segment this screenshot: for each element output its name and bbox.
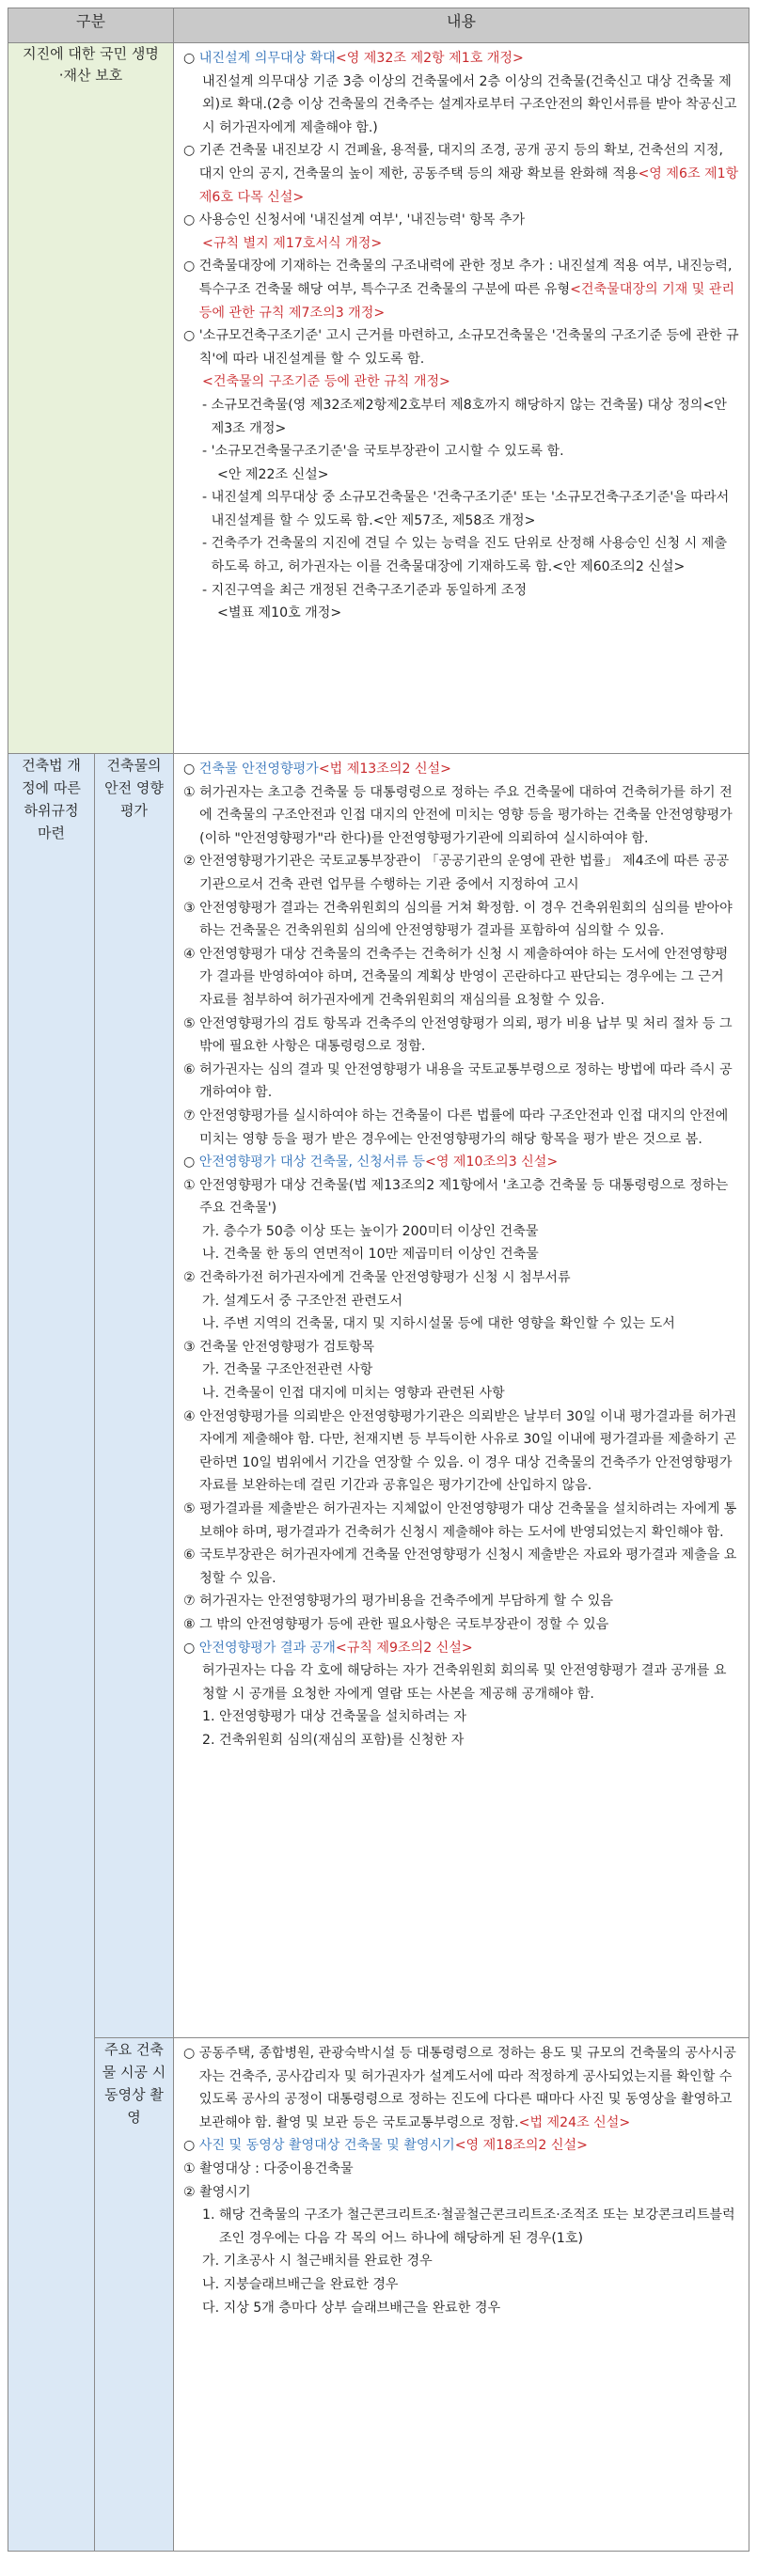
item-text: 그 밖의 안전영향평가 등에 관한 필요사항은 국토부장관이 정할 수 있음 xyxy=(199,1616,609,1632)
content-line xyxy=(183,758,739,781)
list-marker: ⑦ xyxy=(183,1594,200,1610)
list-marker: ⑤ xyxy=(183,1015,200,1031)
list-marker: 가. xyxy=(202,1293,224,1309)
list-marker: - xyxy=(202,397,212,413)
list-marker: ○ xyxy=(183,51,199,66)
content-line xyxy=(183,2204,739,2250)
item-text: 층수가 50층 이상 또는 높이가 200미터 이상인 건축물 xyxy=(223,1223,539,1239)
item-text: 안전영향평가를 의뢰받은 안전영향평가기관은 의뢰받은 날부터 30일 이내 평가결과를 허가권자에게 제출해야 함. 다만, 천재지변 등 부득이한 사유로 30일 이내에 평가결과를 제출하기 곤란하면 10일 범위에서 기간을 연장할 수 있음. 이 경우 대상 건축물의 건축주가 안전영향평가 자료를 보완하는데 걸린 기간과 공휴일은 평가기간에 산입하지 않음. xyxy=(199,1408,737,1494)
list-marker: 가. xyxy=(202,1223,224,1239)
legal-reference: <영 제6조 제1항 제6호 다목 신설> xyxy=(198,165,739,205)
list-marker: ② xyxy=(183,854,200,870)
line-text xyxy=(219,1729,739,1752)
content-line xyxy=(183,850,739,896)
line-text xyxy=(199,2042,739,2134)
item-text: 내진설계 의무대상 중 소규모건축물은 '건축구조기준' 또는 '소규모건축구조기준'을 따라서 내진설계를 할 수 있도록 함.<안 제57조, 제58조 개정> xyxy=(211,490,730,528)
line-text xyxy=(224,2250,739,2273)
list-marker: ○ xyxy=(183,2046,199,2061)
content-line xyxy=(183,532,739,578)
item-text: 소규모건축물(영 제32조제2항제2호부터 제8호까지 해당하지 않는 건축물) 대상 정의<안 제3조 개정> xyxy=(211,397,727,436)
item-text: 평가결과를 제출받은 허가권자는 지체없이 안전영향평가 대상 건축물을 설치하려는 자에게 통보해야 하며, 평가결과가 건축허가 신청시 제출해야 하는 도서에 반영되었는지 확인해야 함. xyxy=(199,1501,737,1540)
item-text: 국토부장관은 허가권자에게 건축물 안전영향평가 신청시 제출받은 자료와 평가결과 제출을 요청할 수 있음. xyxy=(199,1547,737,1586)
list-marker: - xyxy=(202,490,212,506)
item-text: 해당 건축물의 구조가 철근콘크리트조·철골철근콘크리트조·조적조 또는 보강콘크리트블럭조인 경우에는 다음 각 목의 어느 하나에 해당하게 된 경우(1호) xyxy=(218,2207,735,2246)
content-line xyxy=(183,1544,739,1590)
item-text: 허가권자는 초고층 건축물 등 대통령령으로 정하는 주요 건축물에 대하여 건축허가를 하기 전에 건축물의 구조안전과 인접 대지의 안전에 미치는 영향 등을 평가하는 건축물 안전영향평가(이하 "안전영향평가"라 한다)를 안전영향평가기관에 의뢰하여 실시하여야 함. xyxy=(199,784,733,846)
legal-reference: <규칙 별지 제17호서식 개정> xyxy=(202,235,383,251)
line-text xyxy=(199,2158,739,2181)
item-text: 지붕슬래브배근을 완료한 경우 xyxy=(223,2276,399,2292)
list-marker: ○ xyxy=(183,259,199,275)
header-row xyxy=(8,8,749,43)
content-line xyxy=(183,324,739,370)
content-line xyxy=(183,1406,739,1498)
content-line xyxy=(183,1590,739,1613)
list-marker: ④ xyxy=(183,946,200,962)
legal-reference: <영 제10조의3 신설> xyxy=(425,1154,559,1170)
item-text: 건축물 구조안전관련 사항 xyxy=(223,1362,373,1378)
item-text: 주변 지역의 건축물, 대지 및 지하시설물 등에 대한 영향을 확인할 수 있는 도서 xyxy=(223,1316,675,1332)
line-text xyxy=(199,897,739,943)
line-text xyxy=(199,324,739,370)
item-heading: 사진 및 동영상 촬영대상 건축물 및 촬영시기 xyxy=(198,2138,455,2154)
list-marker: ⑤ xyxy=(183,1501,200,1516)
document-table xyxy=(8,8,749,2552)
item-text: 안전영향평가 대상 건축물(법 제13조의2 제1항에서 '초고층 건축물 등 대통령령으로 정하는 주요 건축물') xyxy=(199,1177,729,1217)
list-marker: ② xyxy=(183,1270,200,1286)
item-text: 건축주가 건축물의 지진에 견딜 수 있는 능력을 진도 단위로 산정해 사용승인 신청 시 제출하도록 하고, 허가권자는 이를 건축물대장에 기재하도록 함.<안 제60조의2 신설> xyxy=(211,536,727,575)
line-text xyxy=(219,1705,739,1729)
content-line xyxy=(183,1613,739,1637)
line-text xyxy=(199,1637,739,1660)
content-line xyxy=(183,1659,739,1705)
content-line xyxy=(183,255,739,324)
content-line xyxy=(183,1729,739,1752)
list-marker: 1. xyxy=(202,2207,219,2223)
content-line xyxy=(183,1359,739,1382)
line-text xyxy=(224,1312,739,1336)
line-text xyxy=(199,1336,739,1359)
content-line xyxy=(183,440,739,463)
section-safety-eval-row xyxy=(8,754,749,2038)
content-line xyxy=(183,486,739,532)
content-line xyxy=(183,1220,739,1244)
list-marker: ○ xyxy=(183,143,199,159)
content-line xyxy=(183,209,739,232)
content-line xyxy=(183,139,739,209)
list-marker: ○ xyxy=(183,1154,199,1170)
content-line xyxy=(183,1105,739,1151)
line-text xyxy=(199,47,739,71)
line-text xyxy=(212,532,739,578)
item-text: 사용승인 신청서에 '내진설계 여부', '내진능력' 항목 추가 xyxy=(198,212,526,228)
item-text: 건축위원회 심의(재심의 포함)를 신청한 자 xyxy=(218,1732,465,1748)
content-line xyxy=(183,1705,739,1729)
item-heading: 안전영향평가 결과 공개 xyxy=(198,1640,336,1656)
item-text: 촬영시기 xyxy=(199,2184,251,2200)
list-marker: - xyxy=(202,444,212,460)
list-marker: 1. xyxy=(202,1709,219,1725)
list-marker: ② xyxy=(183,2184,200,2200)
legal-reference: <법 제24조 신설> xyxy=(518,2114,631,2130)
item-text: '소규모건축구조기준' 고시 근거를 마련하고, 소규모건축물은 '건축물의 구조기준 등에 관한 규칙'에 따라 내진설계를 할 수 있도록 함. xyxy=(198,328,739,367)
content-line xyxy=(183,1243,739,1266)
item-text: 기초공사 시 철근배치를 완료한 경우 xyxy=(223,2254,433,2270)
line-text xyxy=(199,1266,739,1290)
content-line xyxy=(183,2273,739,2297)
content-line xyxy=(183,1312,739,1336)
list-marker: ⑥ xyxy=(183,1061,200,1077)
list-marker: 가. xyxy=(202,2254,224,2270)
line-text xyxy=(199,1059,739,1105)
item-text: 건축물대장에 기재하는 건축물의 구조내력에 관한 정보 추가 : 내진설계 적용 여부, 내진능력, 특수구조 건축물 해당 여부, 특수구조 건축물의 구분에 따른 유형 xyxy=(198,259,733,297)
item-text: 안전영향평가기관은 국토교통부장관이 「공공기관의 운영에 관한 법률」 제4조에 따른 공공기관으로서 건축 관련 업무를 수행하는 기관 중에서 지정하여 고시 xyxy=(199,854,730,892)
content-line xyxy=(183,1174,739,1220)
line-text xyxy=(217,463,739,487)
list-marker: 가. xyxy=(202,1362,224,1378)
content-line xyxy=(183,2158,739,2181)
list-marker: ③ xyxy=(183,1339,200,1355)
line-text xyxy=(212,440,739,463)
line-text xyxy=(224,2297,739,2320)
legal-reference: <영 제32조 제2항 제1호 개정> xyxy=(335,51,524,66)
line-text xyxy=(224,2273,739,2297)
content-line xyxy=(183,2297,739,2320)
content-line xyxy=(183,463,739,487)
line-text xyxy=(199,255,739,324)
list-marker: 나. xyxy=(202,1316,224,1332)
item-text: 안전영향평가 결과는 건축위원회의 심의를 거쳐 확정함. 이 경우 건축위원회의 심의를 받아야 하는 건축물은 건축위원회 심의에 안전영향평가 결과를 포함하여 심의할 수 있음. xyxy=(199,900,733,939)
content-line xyxy=(183,897,739,943)
line-text xyxy=(199,2134,739,2158)
item-text: 건축하가전 허가권자에게 건축물 안전영향평가 신청 시 첨부서류 xyxy=(199,1270,571,1286)
content-line xyxy=(183,370,739,394)
section-earthquake-category: 지진에 대한 국민 생명·재산 보호 xyxy=(8,43,174,754)
list-marker: ① xyxy=(183,1177,200,1193)
section-safety-eval-content xyxy=(174,754,749,2038)
line-text xyxy=(199,1590,739,1613)
section-earthquake-content xyxy=(174,43,749,754)
item-text: 안전영향평가 대상 건축물을 설치하려는 자 xyxy=(218,1709,466,1725)
content-line xyxy=(183,394,739,440)
line-text xyxy=(199,758,739,781)
line-text xyxy=(212,486,739,532)
header-category: 구분 xyxy=(8,8,174,43)
content-line xyxy=(183,2181,739,2205)
content-line xyxy=(183,1382,739,1406)
content-line xyxy=(183,1059,739,1105)
content-line xyxy=(183,1290,739,1313)
list-marker: ⑦ xyxy=(183,1107,200,1123)
list-marker: ○ xyxy=(183,762,199,777)
content-line xyxy=(183,71,739,140)
list-marker: - xyxy=(202,582,212,598)
content-line xyxy=(183,2134,739,2158)
list-marker: ○ xyxy=(183,212,199,228)
list-marker: 나. xyxy=(202,1247,224,1263)
item-text: 건축물이 인접 대지에 미치는 영향과 관련된 사항 xyxy=(223,1386,505,1402)
content-line xyxy=(183,2042,739,2134)
line-text xyxy=(199,850,739,896)
line-text xyxy=(202,1659,739,1705)
line-text xyxy=(199,1406,739,1498)
line-text xyxy=(199,943,739,1013)
line-text xyxy=(224,1220,739,1244)
item-text: 건축물 한 동의 연면적이 10만 제곱미터 이상인 건축물 xyxy=(223,1247,539,1263)
item-text: 허가권자는 심의 결과 및 안전영향평가 내용을 국토교통부령으로 정하는 방법에 따라 즉시 공개하여야 함. xyxy=(199,1061,733,1101)
content-line xyxy=(183,1336,739,1359)
list-marker: 2. xyxy=(202,1732,219,1748)
item-text: 안전영향평가를 실시하여야 하는 건축물이 다른 법률에 따라 구조안전과 인접 대지의 안전에 미치는 영향 등을 평가 받은 경우에는 안전영향평가의 해당 항목을 평가 받은 것으로 봄. xyxy=(199,1107,729,1147)
legal-reference: <규칙 제9조의2 신설> xyxy=(335,1640,473,1656)
item-text: 허가권자는 안전영향평가의 평가비용을 건축주에게 부담하게 할 수 있음 xyxy=(199,1594,613,1610)
content-line xyxy=(183,943,739,1013)
item-heading: 내진설계 의무대상 확대 xyxy=(198,51,336,66)
legal-reference: <법 제13조의2 신설> xyxy=(318,762,451,777)
item-text: <별표 제10호 개정> xyxy=(217,605,342,621)
item-text: 촬영대상 : 다중이용건축물 xyxy=(199,2160,354,2176)
content-line xyxy=(183,1637,739,1660)
line-text xyxy=(202,71,739,140)
list-marker: ○ xyxy=(183,1640,199,1656)
line-text xyxy=(199,1498,739,1544)
section-video-category: 주요 건축물 시공 시 동영상 촬영 xyxy=(95,2038,174,2552)
content-line xyxy=(183,579,739,603)
line-text xyxy=(199,1013,739,1059)
section-video-content xyxy=(174,2038,749,2552)
list-marker: 나. xyxy=(202,1386,224,1402)
list-marker: 다. xyxy=(202,2300,224,2316)
item-text: 허가권자는 다음 각 호에 해당하는 자가 건축위원회 회의록 및 안전영향평가 결과 공개를 요청할 시 공개를 요청한 자에게 열람 또는 사본을 제공해 공개해야 함. xyxy=(202,1663,727,1702)
content-line xyxy=(183,1266,739,1290)
item-text: 건축물 안전영향평가 검토항목 xyxy=(199,1339,375,1355)
line-text xyxy=(199,139,739,209)
list-marker: - xyxy=(202,536,212,552)
list-marker: ③ xyxy=(183,900,200,916)
item-text: 지상 5개 층마다 상부 슬래브배근을 완료한 경우 xyxy=(223,2300,501,2316)
list-marker: ⑥ xyxy=(183,1547,200,1563)
item-heading: 안전영향평가 대상 건축물, 신청서류 등 xyxy=(198,1154,426,1170)
item-text: 내진설계 의무대상 기준 3층 이상의 건축물에서 2층 이상의 건축물(건축신고 대상 건축물 제외)로 확대.(2층 이상 건축물의 건축주는 설계자로부터 구조안전의 확인서류를 받아 착공신고 시 허가권자에게 제출해야 함.) xyxy=(202,73,737,135)
content-line xyxy=(183,781,739,851)
item-text: 공동주택, 종합병원, 관광숙박시설 등 대통령령으로 정하는 용도 및 규모의 건축물의 공사시공자는 건축주, 공사감리자 및 허가권자가 설계도서에 따라 적정하게 공사되었는지를 확인할 수 있도록 공사의 공정이 대통령령으로 정하는 진도에 다다른 때마다 사진 및 동영상을 촬영하고 보관해야 함. 촬영 및 보관 등은 국토교통부령으로 정함. xyxy=(198,2046,736,2130)
line-text xyxy=(224,1290,739,1313)
list-marker: ① xyxy=(183,2160,200,2176)
content-line xyxy=(183,47,739,71)
line-text xyxy=(224,1382,739,1406)
item-text: 지진구역을 최근 개정된 건축구조기준과 동일하게 조정 xyxy=(211,582,528,598)
list-marker: ① xyxy=(183,784,200,800)
line-text xyxy=(217,602,739,625)
item-text: '소규모건축물구조기준'을 국토부장관이 고시할 수 있도록 함. xyxy=(211,444,564,460)
line-text xyxy=(199,209,739,232)
list-marker: ⑧ xyxy=(183,1616,200,1632)
item-text: 안전영향평가 대상 건축물의 건축주는 건축허가 신청 시 제출하여야 하는 도서에 안전영향평가 결과를 반영하여야 하며, 건축물의 계획상 반영이 곤란하다고 판단되는 경우에는 그 근거 자료를 첨부하여 허가권자에게 건축위원회의 재심의를 요청할 수 있음. xyxy=(199,946,729,1008)
line-text xyxy=(199,2181,739,2205)
item-text: <안 제22조 신설> xyxy=(217,466,329,482)
section-earthquake-row xyxy=(8,43,749,754)
item-heading: 건축물 안전영향평가 xyxy=(198,762,319,777)
content-line xyxy=(183,1151,739,1174)
list-marker: 나. xyxy=(202,2276,224,2292)
section-bylaws-category: 건축법 개정에 따른 하위규정 마련 xyxy=(8,754,95,2552)
line-text xyxy=(224,1243,739,1266)
line-text xyxy=(199,1151,739,1174)
content-line xyxy=(183,602,739,625)
line-text xyxy=(202,232,739,256)
line-text xyxy=(199,781,739,851)
line-text xyxy=(224,1359,739,1382)
line-text xyxy=(199,1105,739,1151)
item-text: 안전영향평가의 검토 항목과 건축주의 안전영향평가 의뢰, 평가 비용 납부 및 처리 절차 등 그 밖에 필요한 사항은 대통령령으로 정함. xyxy=(199,1015,733,1055)
header-content: 내용 xyxy=(174,8,749,43)
legal-reference: <건축물의 구조기준 등에 관한 규칙 개정> xyxy=(202,374,450,390)
legal-reference: <영 제18조의2 신설> xyxy=(454,2138,588,2154)
section-video-row xyxy=(8,2038,749,2552)
line-text xyxy=(219,2204,739,2250)
line-text xyxy=(199,1174,739,1220)
line-text xyxy=(199,1544,739,1590)
content-line xyxy=(183,2250,739,2273)
list-marker: ④ xyxy=(183,1408,200,1424)
line-text xyxy=(199,1613,739,1637)
list-marker: ○ xyxy=(183,328,199,344)
line-text xyxy=(212,394,739,440)
legal-reference: <건축물대장의 기재 및 관리 등에 관한 규칙 제7조의3 개정> xyxy=(198,281,735,321)
content-line xyxy=(183,1498,739,1544)
content-line xyxy=(183,232,739,256)
item-text: 기존 건축물 내진보강 시 건폐율, 용적률, 대지의 조경, 공개 공지 등의 확보, 건축선의 지정, 대지 안의 공지, 건축물의 높이 제한, 공동주택 등의 채광 확보를 완화해 적용 xyxy=(198,143,723,181)
line-text xyxy=(202,370,739,394)
line-text xyxy=(212,579,739,603)
list-marker: ○ xyxy=(183,2138,199,2154)
item-text: 설계도서 중 구조안전 관련도서 xyxy=(223,1293,403,1309)
content-line xyxy=(183,1013,739,1059)
section-safety-eval-category: 건축물의 안전 영향평가 xyxy=(95,754,174,2038)
